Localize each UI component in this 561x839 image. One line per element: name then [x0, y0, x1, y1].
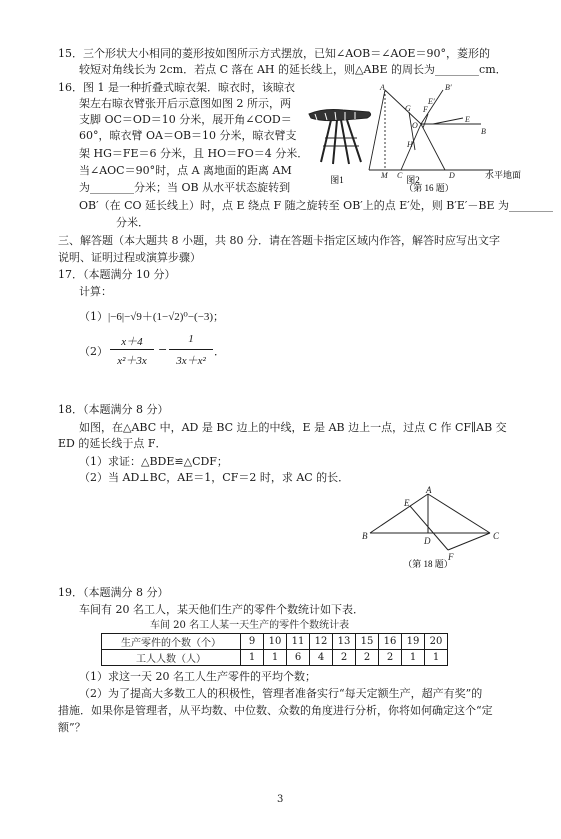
section3-line1: 三、解答题（本大题共 8 小题，共 80 分．请在答题卡指定区域内作答，解答时应写出文字	[58, 234, 500, 247]
q17-part2-denominator-2: 3x＋x²	[176, 355, 206, 367]
fig16-point-b: B	[481, 127, 486, 136]
fig18-point-f: F	[448, 552, 454, 562]
table-cell: 12	[310, 634, 333, 650]
table-cell: 2	[356, 650, 379, 666]
q17-title: 17．（本题满分 10 分）	[58, 268, 176, 281]
fig16-point-c: C	[397, 171, 403, 180]
table-cell: 16	[379, 634, 402, 650]
q15-line1: 15．三个形状大小相同的菱形按如图所示方式摆放，已知∠AOB＝∠AOE＝90°，菱形的	[58, 47, 490, 60]
q16-line9: 分米．	[116, 216, 149, 229]
q15-line2: 较短对角线长为 2cm．若点 C 落在 AH 的延长线上，则△ABE 的周长为________cm．	[79, 63, 507, 76]
fig16-point-f: F	[423, 105, 428, 114]
table-cell: 19	[402, 634, 425, 650]
q18-part2: （2）当 AD⊥BC，AE＝1，CF＝2 时，求 AC 的长．	[79, 471, 350, 484]
fig16-label2: 图2	[406, 175, 420, 185]
q19-title: 19．（本题满分 8 分）	[58, 586, 169, 599]
q18-figure	[360, 485, 510, 569]
q16-line4: 60°，晾衣臂 OA＝OB＝10 分米，晾衣臂支	[79, 129, 297, 142]
fig16-point-e-prime: E′	[428, 97, 435, 106]
q16-line7: 为________分米；当 OB 从水平状态旋转到	[79, 181, 291, 194]
q17-part2-numerator-2: 1	[188, 333, 194, 345]
q19-table-title: 车间 20 名工人某一天生产的零件个数统计表	[150, 620, 350, 631]
q16-line5: 架 HG＝FE＝6 分米，且 HO＝FO＝4 分米．	[79, 147, 309, 160]
table-cell: 10	[264, 634, 287, 650]
q19-part2-line2: 措施．如果你是管理者，从平均数、中位数、众数的角度进行分析，你将如何确定这个“定	[58, 704, 493, 717]
table-cell: 15	[356, 634, 379, 650]
fig16-point-e: E	[465, 115, 470, 124]
q18-part1: （1）求证：△BDE≌△CDF；	[79, 455, 228, 468]
q16-line2: 架左右晾衣臂张开后示意图如图 2 所示，两	[79, 97, 291, 110]
fig18-point-d: D	[424, 536, 431, 546]
q18-line1: 如图，在△ABC 中，AD 是 BC 边上的中线，E 是 AB 边上一点，过点 C 作 CF∥AB 交	[79, 421, 507, 434]
fig18-point-e: E	[404, 498, 410, 508]
q16-line8: OB′（在 CO 延长线上）时，点 E 绕点 F 随之旋转至 OB′上的点 E′处，则 B′E′－BE 为________	[79, 199, 554, 212]
q17-part2-fraction-bar-2	[169, 349, 213, 350]
fig16-label1: 图1	[330, 175, 344, 185]
q17-intro: 计算：	[79, 285, 112, 298]
q19-intro: 车间有 20 名工人，某天他们生产的零件个数统计如下表．	[79, 603, 364, 616]
fig16-caption: （第 16 题）	[404, 183, 454, 193]
page-number: 3	[277, 794, 284, 805]
q17-part1-expression: |−6|−√9＋(1−√2)⁰−(−3)；	[108, 311, 225, 323]
q17-part2-label: （2）	[79, 345, 108, 358]
fig16-point-g: G	[405, 104, 411, 113]
fig18-point-c: C	[493, 531, 500, 541]
q18-title: 18．（本题满分 8 分）	[58, 403, 169, 416]
table-row	[102, 650, 448, 666]
table-cell: 6	[287, 650, 310, 666]
q17-part2-denominator-1: x²＋3x	[117, 355, 147, 367]
fig16-ground-label: 水平地面	[485, 170, 522, 180]
q16-figure	[303, 82, 522, 193]
fig16-point-o: O	[412, 121, 418, 130]
fig16-point-h: H	[407, 140, 413, 149]
fig16-point-m: M	[381, 171, 388, 180]
q16-line1: 16．图 1 是一种折叠式晾衣架．晾衣时，该晾衣	[58, 81, 295, 94]
table-cell: 9	[241, 634, 264, 650]
table-cell: 2	[379, 650, 402, 666]
table-cell: 1	[264, 650, 287, 666]
q19-part2-line1: （2）为了提高大多数工人的积极性，管理者准备实行“每天定额生产，超产有奖”的	[79, 687, 483, 700]
row1-header: 生产零件的个数（个）	[102, 634, 241, 650]
q17-part2-numerator-1: x＋4	[121, 336, 143, 348]
q16-line6: 当∠AOC＝90°时，点 A 离地面的距离 AM	[79, 164, 292, 177]
fig16-point-d: D	[449, 171, 455, 180]
table-cell: 13	[333, 634, 356, 650]
q18-line2: ED 的延长线于点 F．	[58, 437, 167, 450]
q19-frequency-table	[101, 633, 448, 666]
q19-part2-line3: 额”？	[58, 721, 86, 734]
fig16-point-b-prime: B′	[445, 83, 452, 92]
table-cell: 11	[287, 634, 310, 650]
fig16-point-a: A	[380, 83, 385, 92]
table-cell: 4	[310, 650, 333, 666]
fig18-point-b: B	[362, 531, 368, 541]
row2-header: 工人人数（人）	[102, 650, 241, 666]
q17-part2-fraction-bar-1	[110, 349, 154, 350]
table-cell: 1	[425, 650, 448, 666]
q16-line3: 支脚 OC＝OD＝10 分米，展开角∠COD＝	[79, 113, 292, 126]
section3-line2: 说明、证明过程或演算步骤）	[58, 251, 201, 264]
fig18-caption: （第 18 题）	[403, 559, 453, 569]
q17-part2-minus: −	[158, 343, 168, 356]
rack-illustration	[309, 110, 371, 165]
table-cell: 20	[425, 634, 448, 650]
table-row	[102, 634, 448, 650]
table-cell: 2	[333, 650, 356, 666]
table-cell: 1	[241, 650, 264, 666]
fig18-point-a: A	[426, 485, 432, 495]
q19-part1: （1）求这一天 20 名工人生产零件的平均个数；	[79, 670, 316, 683]
q17-part2-end: ．	[214, 345, 225, 358]
table-cell: 1	[402, 650, 425, 666]
q17-part1-label: （1）	[79, 310, 108, 323]
